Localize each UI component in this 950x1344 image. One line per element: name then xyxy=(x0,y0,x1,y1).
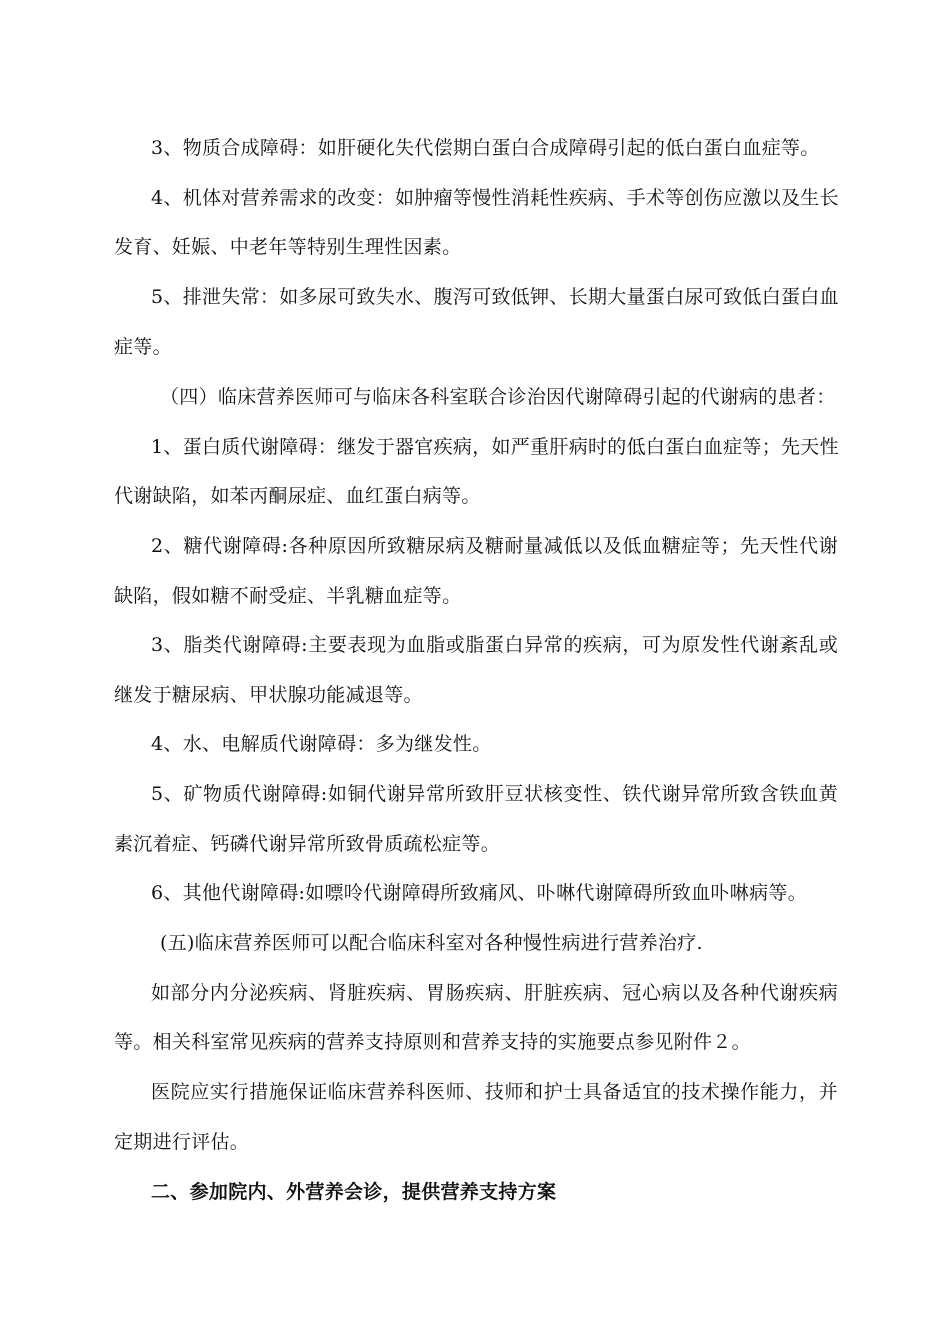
paragraph-line: 等。相关科室常见疾病的营养支持原则和营养支持的实施要点参见附件２。 xyxy=(114,1031,751,1053)
paragraph-line: 定期进行评估。 xyxy=(114,1131,250,1153)
paragraph-line: 症等。 xyxy=(114,336,172,358)
paragraph-line: 5、排泄失常：如多尿可致失水、腹泻可致低钾、长期大量蛋白尿可致低白蛋白血 xyxy=(151,286,839,308)
paragraph-line: 3、物质合成障碍：如肝硬化失代偿期白蛋白合成障碍引起的低白蛋白血症等。 xyxy=(151,137,820,159)
section-heading-line: （四）临床营养医师可与临床各科室联合诊治因代谢障碍引起的代谢病的患者： xyxy=(160,386,836,408)
paragraph-line: 5、矿物质代谢障碍:如铜代谢异常所致肝豆状核变性、铁代谢异常所致含铁血黄 xyxy=(151,783,838,805)
paragraph-line: 如部分内分泌疾病、肾脏疾病、胃肠疾病、肝脏疾病、冠心病以及各种代谢疾病 xyxy=(151,982,838,1004)
paragraph-line: 素沉着症、钙磷代谢异常所致骨质疏松症等。 xyxy=(114,833,501,855)
paragraph-line: 1、蛋白质代谢障碍：继发于器官疾病，如严重肝病时的低白蛋白血症等；先天性 xyxy=(151,436,839,458)
chapter-heading: 二、参加院内、外营养会诊，提供营养支持方案 xyxy=(151,1181,557,1203)
paragraph-line: 3、脂类代谢障碍:主要表现为血脂或脂蛋白异常的疾病，可为原发性代谢紊乱或 xyxy=(151,634,838,656)
section-heading-line: (五)临床营养医师可以配合临床科室对各种慢性病进行营养治疗. xyxy=(160,932,703,954)
paragraph-line: 医院应实行措施保证临床营养科医师、技师和护士具备适宜的技术操作能力，并 xyxy=(151,1081,838,1103)
paragraph-line: 继发于糖尿病、甲状腺功能减退等。 xyxy=(114,684,423,706)
paragraph-line: 6、其他代谢障碍:如嘌呤代谢障碍所致痛风、卟啉代谢障碍所致血卟啉病等。 xyxy=(151,882,807,904)
paragraph-line: 发育、妊娠、中老年等特别生理性因素。 xyxy=(114,236,462,258)
paragraph-line: 2、糖代谢障碍:各种原因所致糖尿病及糖耐量减低以及低血糖症等；先天性代谢 xyxy=(151,535,838,557)
paragraph-line: 缺陷，假如糖不耐受症、半乳糖血症等。 xyxy=(114,585,462,607)
paragraph-line: 4、水、电解质代谢障碍：多为继发性。 xyxy=(151,733,492,755)
paragraph-line: 代谢缺陷，如苯丙酮尿症、血红蛋白病等。 xyxy=(114,485,481,507)
paragraph-line: 4、机体对营养需求的改变：如肿瘤等慢性消耗性疾病、手术等创伤应激以及生长 xyxy=(151,187,839,209)
